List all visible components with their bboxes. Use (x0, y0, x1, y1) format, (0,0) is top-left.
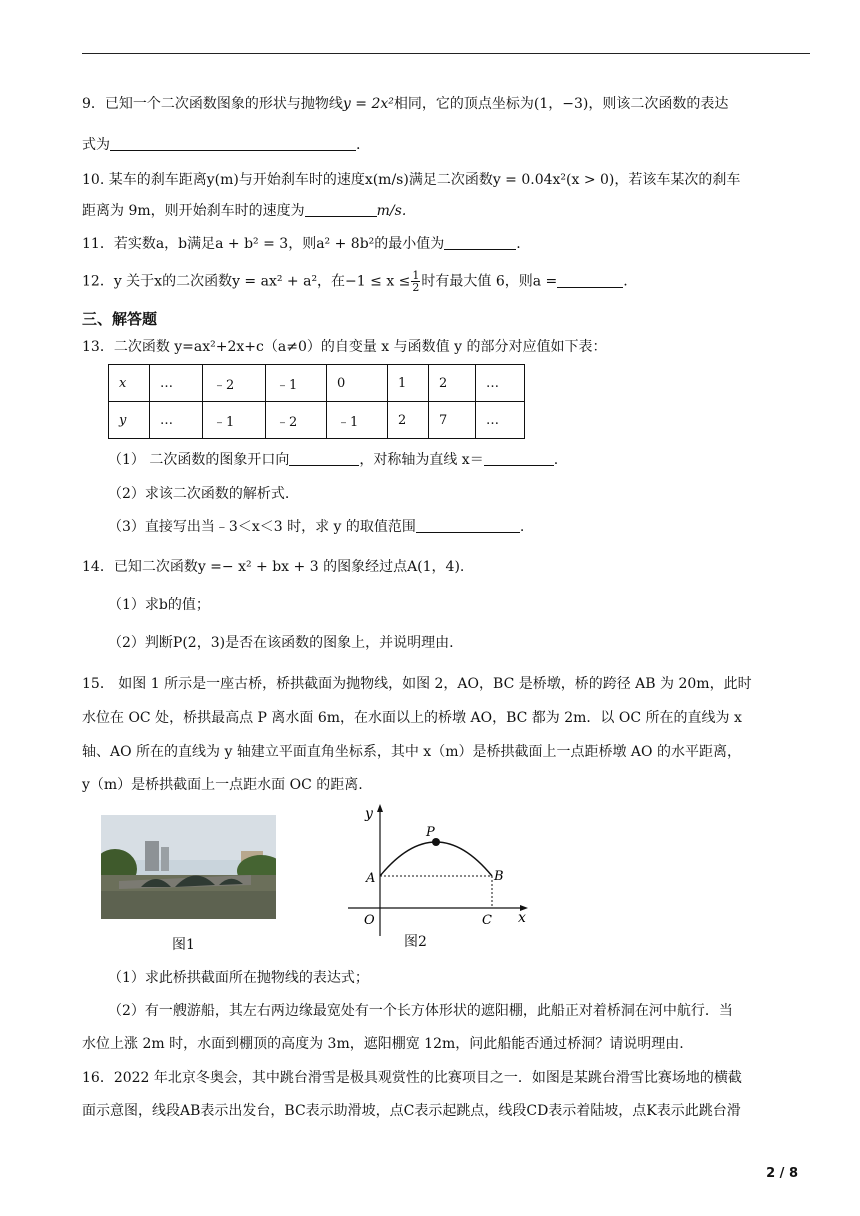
question-15-line-3: 轴、AO 所在的直线为 y 轴建立平面直角坐标系，其中 x（m）是桥拱截面上一点距桥墩 AO 的水平距离， (82, 744, 741, 760)
bridge-diagram (340, 800, 540, 944)
table-row (109, 402, 525, 439)
q13-part1-text-2: ，对称轴为直线 x＝ (359, 452, 484, 468)
table-row-label: x (109, 365, 150, 402)
table-row-label: y (109, 402, 150, 439)
q10-unit: m/s. (376, 203, 407, 219)
question-16-line-1: 16．2022 年北京冬奥会，其中跳台滑雪是极具观赏性的比赛项目之一．如图是某跳台滑雪比赛场地的横截 (82, 1070, 742, 1086)
section-heading: 三、解答题 (82, 310, 158, 328)
q10-text: 距离为 9m，则开始刹车时的速度为 (82, 203, 305, 219)
q13-period: . (519, 519, 525, 535)
question-10-line-1: 10. 某车的刹车距离y(m)与开始刹车时的速度x(m/s)满足二次函数y = 0.04x²(x > 0)，若该车某次的刹车 (82, 172, 741, 188)
q11-answer-blank[interactable] (444, 235, 516, 250)
q13-part1-text: （1） 二次函数的图象开口向 (108, 452, 290, 468)
q9-period: . (356, 137, 361, 153)
figure-2-caption: 图2 (404, 934, 427, 950)
point-p-label: P (426, 825, 435, 840)
q11-period: . (516, 236, 521, 252)
question-12 (82, 270, 810, 293)
x-axis-label: x (518, 910, 526, 926)
table-cell: … (476, 365, 525, 402)
q12-answer-blank[interactable] (557, 273, 623, 288)
q9-answer-label: 式为 (82, 137, 110, 153)
y-axis-label: y (365, 806, 373, 822)
question-9-line-1 (82, 94, 810, 114)
table-cell: … (150, 402, 203, 439)
question-15-part-1: （1）求此桥拱截面所在抛物线的表达式； (108, 970, 369, 986)
table-cell: … (476, 402, 525, 439)
table-cell: ﹣1 (203, 402, 266, 439)
q13-part3-blank[interactable] (416, 518, 520, 533)
question-14-stem: 14．已知二次函数y =− x² + bx + 3 的图象经过点A(1，4). (82, 559, 465, 575)
point-b-label: B (494, 869, 504, 884)
q9-answer-blank[interactable] (110, 136, 356, 151)
q12-text-2: 时有最大值 6，则a = (421, 273, 558, 290)
q13-part1-blank-2[interactable] (484, 451, 554, 466)
table-cell: 7 (429, 402, 476, 439)
question-14-part-1: （1）求b的值； (108, 597, 210, 613)
q9-text: 9．已知一个二次函数图象的形状与抛物线 (82, 96, 343, 112)
q13-part1-blank-1[interactable] (289, 451, 359, 466)
fraction-numerator: 1 (412, 269, 420, 282)
question-13-part-1 (108, 450, 836, 470)
bridge-photo (101, 815, 276, 919)
q12-period: . (623, 273, 628, 290)
q9-formula: y = 2x² (342, 96, 394, 112)
table-cell: ﹣1 (266, 365, 327, 402)
table-cell: ﹣1 (327, 402, 388, 439)
table-cell: 0 (327, 365, 388, 402)
question-11 (82, 234, 810, 254)
question-15-line-2: 水位在 OC 处，桥拱最高点 P 离水面 6m，在水面以上的桥墩 AO，BC 都为 2m．以 OC 所在的直线为 x (82, 710, 742, 726)
q13-part3-text: （3）直接写出当﹣3＜x＜3 时，求 y 的取值范围 (108, 519, 416, 535)
table-cell: ﹣2 (203, 365, 266, 402)
question-9-line-2 (82, 135, 810, 155)
table-cell: … (150, 365, 203, 402)
table-cell: ﹣2 (266, 402, 327, 439)
q12-text: 12．y 关于x的二次函数y = ax² + a²，在−1 ≤ x ≤ (82, 273, 411, 290)
origin-label: O (364, 913, 375, 928)
q10-answer-blank[interactable] (305, 202, 377, 217)
question-13-part-3 (108, 517, 836, 537)
page-number: 2 / 8 (766, 1166, 798, 1181)
question-15-line-4: y（m）是桥拱截面上一点距水面 OC 的距离. (82, 777, 363, 793)
question-13-stem: 13．二次函数 y=ax²+2x+c（a≠0）的自变量 x 与函数值 y 的部分对应值如下表： (82, 339, 607, 355)
question-10-line-2 (82, 201, 810, 221)
header-rule (82, 53, 810, 54)
q13-period: . (553, 452, 559, 468)
figure-1-caption: 图1 (172, 937, 195, 953)
q11-text: 11．若实数a，b满足a + b² = 3，则a² + 8b²的最小值为 (82, 236, 445, 252)
q9-text-2: 相同，它的顶点坐标为(1，−3)，则该二次函数的表达 (393, 96, 729, 112)
question-15-part-2-line-1: （2）有一艘游船，其左右两边缘最宽处有一个长方体形状的遮阳棚，此船正对着桥洞在河中航行．当 (108, 1003, 733, 1019)
point-c-label: C (482, 913, 492, 928)
fraction-denominator: 2 (412, 281, 420, 294)
question-14-part-2: （2）判断P(2，3)是否在该函数的图象上，并说明理由. (108, 635, 454, 651)
value-table (108, 364, 525, 439)
point-a-label: A (366, 871, 376, 886)
table-cell: 2 (388, 402, 429, 439)
question-15-line-1: 15． 如图 1 所示是一座古桥，桥拱截面为抛物线，如图 2，AO，BC 是桥墩，桥的跨径 AB 为 20m，此时 (82, 676, 752, 692)
table-cell: 1 (388, 365, 429, 402)
table-cell: 2 (429, 365, 476, 402)
question-16-line-2: 面示意图，线段AB表示出发台，BC表示助滑坡，点C表示起跳点，线段CD表示着陆坡，点K表示此跳台滑 (82, 1103, 741, 1119)
question-15-part-2-line-2: 水位上涨 2m 时，水面到棚顶的高度为 3m，遮阳棚宽 12m，问此船能否通过桥洞？请说明理由. (82, 1036, 684, 1052)
q12-fraction (411, 270, 420, 293)
table-row (109, 365, 525, 402)
question-13-part-2: （2）求该二次函数的解析式. (108, 486, 290, 502)
